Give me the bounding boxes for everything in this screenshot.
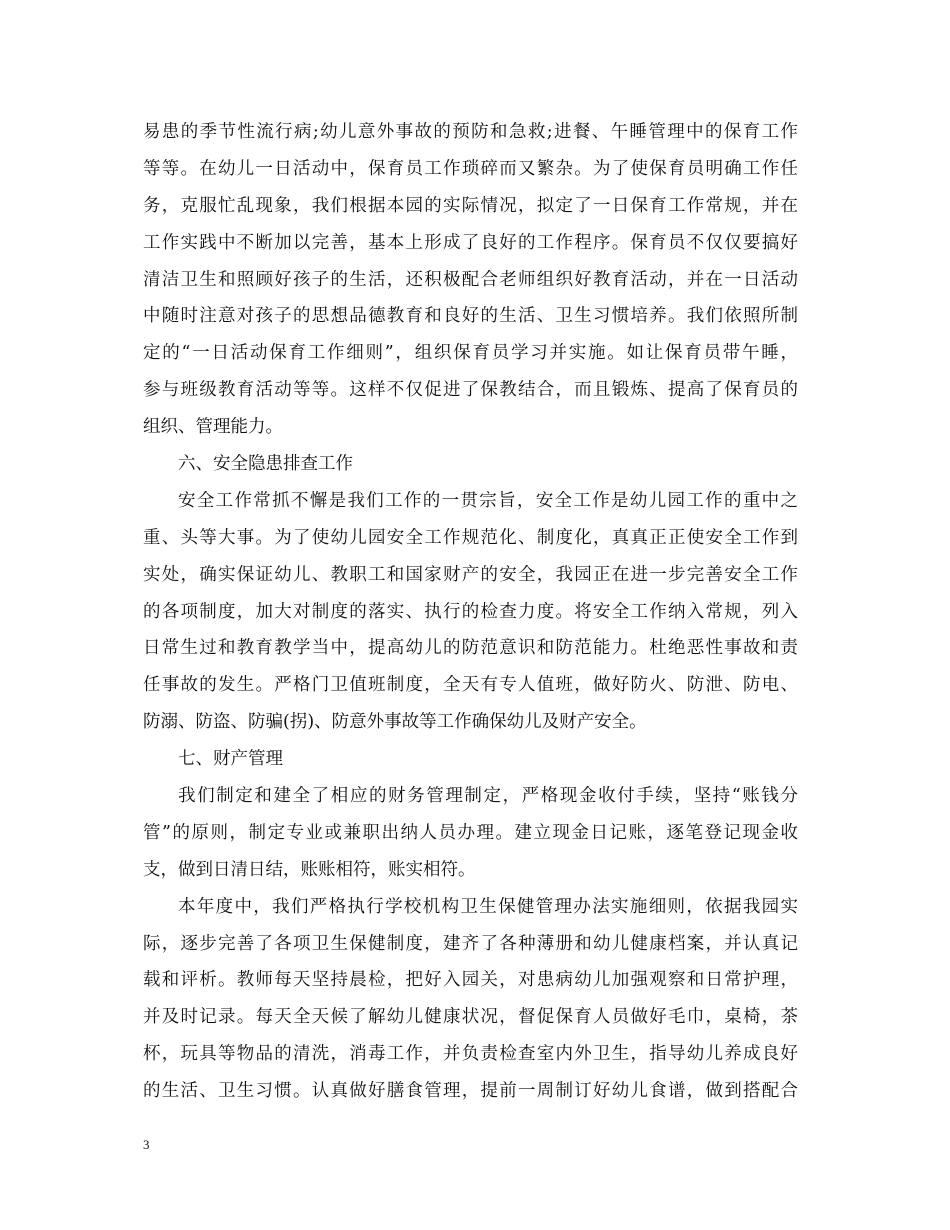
text-line: 日常生过和教育教学当中，提高幼儿的防范意识和防范能力。杜绝恶性事故和责 bbox=[143, 638, 798, 659]
text-line: 任事故的发生。严格门卫值班制度，全天有专人值班，做好防火、防泄、防电、 bbox=[143, 675, 798, 696]
text-line: 的生活、卫生习惯。认真做好膳食管理，提前一周制订好幼儿食谱，做到搭配合 bbox=[143, 1081, 798, 1102]
section-heading: 六、安全隐患排查工作 bbox=[178, 454, 353, 475]
paragraph bbox=[143, 778, 798, 889]
text-line: 组织、管理能力。 bbox=[143, 417, 283, 438]
text-line: 支，做到日清日结，账账相符，账实相符。 bbox=[143, 859, 476, 880]
text-line: 载和评析。教师每天坚持晨检，把好入园关，对患病幼儿加强观察和日常护理， bbox=[143, 970, 798, 991]
text-line: 中随时注意对孩子的思想品德教育和良好的生活、卫生习惯培养。我们依照所制 bbox=[143, 306, 798, 327]
text-line: 管”的原则，制定专业或兼职出纳人员办理。建立现金日记账，逐笔登记现金收 bbox=[143, 822, 798, 843]
text-line: 参与班级教育活动等等。这样不仅促进了保教结合，而且锻炼、提高了保育员的 bbox=[143, 380, 798, 401]
text-line: 的各项制度，加大对制度的落实、执行的检查力度。将安全工作纳入常规，列入 bbox=[143, 601, 798, 622]
paragraph bbox=[143, 483, 798, 741]
text-line: 并及时记录。每天全天候了解幼儿健康状况，督促保育人员做好毛巾，桌椅，茶 bbox=[143, 1007, 798, 1028]
paragraph bbox=[143, 889, 798, 1110]
text-line: 本年度中，我们严格执行学校机构卫生保健管理办法实施细则，依据我园实 bbox=[178, 896, 798, 917]
text-line: 重、头等大事。为了使幼儿园安全工作规范化、制度化，真真正正使安全工作到 bbox=[143, 527, 798, 548]
text-line: 清洁卫生和照顾好孩子的生活，还积极配合老师组织好教育活动，并在一日活动 bbox=[143, 269, 798, 290]
text-line: 我们制定和建全了相应的财务管理制定，严格现金收付手续，坚持“账钱分 bbox=[178, 786, 798, 807]
page-number: 3 bbox=[143, 1137, 150, 1152]
text-line: 务，克服忙乱现象，我们根据本园的实际情况，拟定了一日保育工作常规，并在 bbox=[143, 195, 798, 216]
text-line: 定的“一日活动保育工作细则”，组织保育员学习并实施。如让保育员带午睡， bbox=[143, 343, 798, 364]
text-line: 工作实践中不断加以完善，基本上形成了良好的工作程序。保育员不仅仅要搞好 bbox=[143, 232, 798, 253]
text-line: 际，逐步完善了各项卫生保健制度，建齐了各种薄册和幼儿健康档案，并认真记 bbox=[143, 933, 798, 954]
text-line: 杯，玩具等物品的清洗，消毒工作，并负责检查室内外卫生，指导幼儿养成良好 bbox=[143, 1044, 798, 1065]
paragraph bbox=[143, 114, 798, 446]
text-line: 易患的季节性流行病;幼儿意外事故的预防和急救;进餐、午睡管理中的保育工作 bbox=[143, 122, 798, 142]
text-line: 等等。在幼儿一日活动中，保育员工作琐碎而又繁杂。为了使保育员明确工作任 bbox=[143, 158, 798, 179]
document-body bbox=[143, 114, 798, 1110]
text-line: 安全工作常抓不懈是我们工作的一贯宗旨，安全工作是幼儿园工作的重中之 bbox=[178, 490, 798, 511]
text-line: 实处，确实保证幼儿、教职工和国家财产的安全，我园正在进一步完善安全工作 bbox=[143, 564, 798, 585]
text-line: 防溺、防盗、防骗(拐)、防意外事故等工作确保幼儿及财产安全。 bbox=[143, 712, 647, 733]
section-heading: 七、财产管理 bbox=[178, 749, 283, 770]
